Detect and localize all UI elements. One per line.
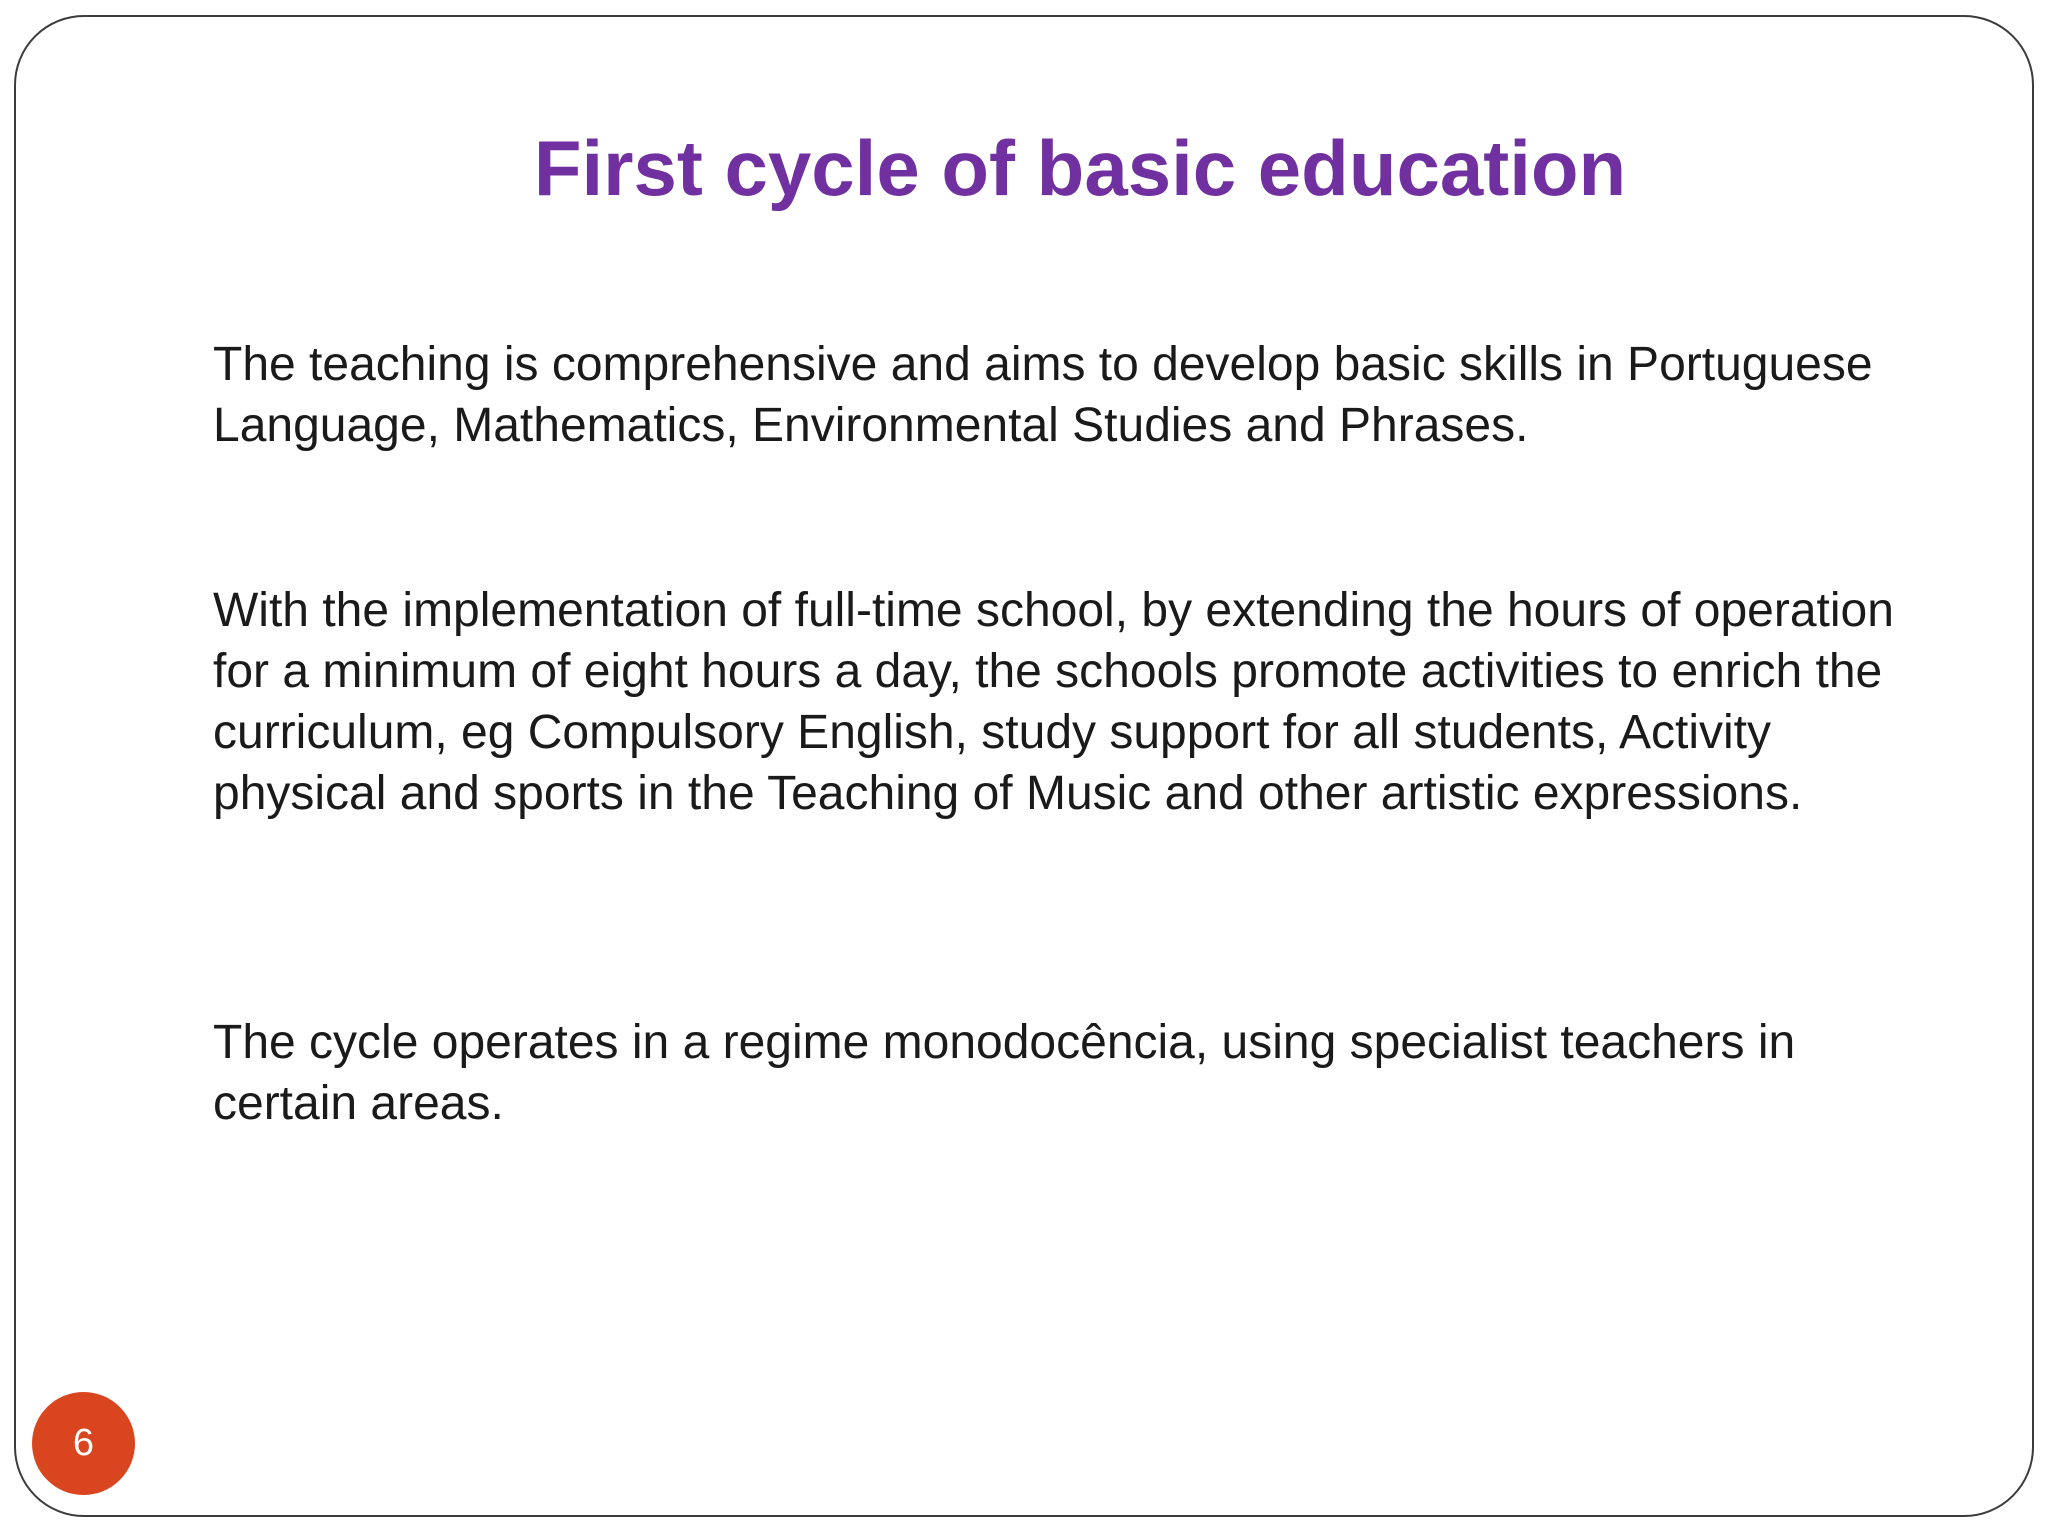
slide-title: First cycle of basic education: [533, 124, 1627, 212]
page-number-badge: 6: [32, 1392, 135, 1495]
paragraph-monodocencia: The cycle operates in a regime monodocência, using specialist teachers in certain areas.: [213, 1016, 1796, 1130]
paragraph-full-time-school: With the implementation of full-time school, by extending the hours of operation for a minimum of eight hours a day, the schools promote activities to enrich the curriculum, eg Compulsory English, study support for all students, Activity physical and sports in the Teaching of Music and other artistic expressions.: [213, 584, 1894, 820]
paragraph-curriculum: The teaching is comprehensive and aims to develop basic skills in Portuguese Language, Mathematics, Environmental Studies and Phrases.: [213, 338, 1873, 452]
